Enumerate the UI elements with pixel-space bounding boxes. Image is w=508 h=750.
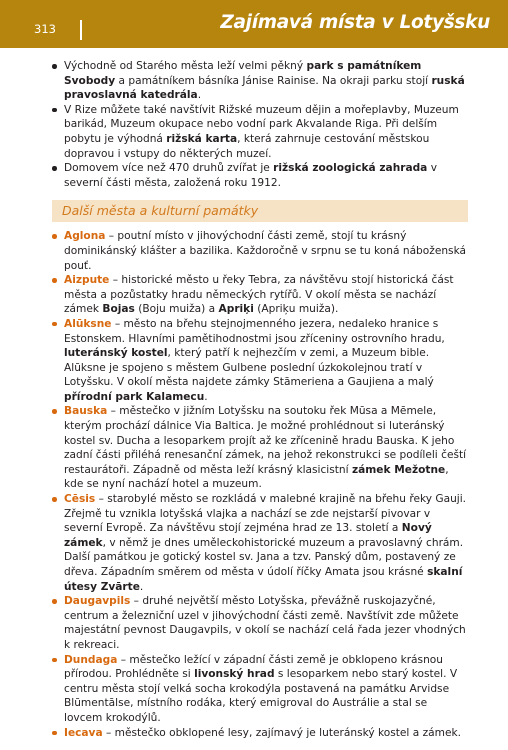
highlighted-text: livonský hrad [194, 668, 275, 681]
text-run: , který patří k nejhezčím v zemi, a Muzeum bible. Alūksne je spojeno s městem Gulbene poslední úzkokolejnou tratí v Lotyšsku. V okolí města najdete zámky Stāmeriena a Gaujiena a malý [64, 347, 434, 389]
text-run: – historické město u řeky Tebra, za návštěvu stojí historická část města a pozůstatky hradu německých rytířů. V okolí města se nachází zámek [64, 274, 454, 316]
text-run: – město na břehu stejnojmenného jezera, nedaleko hranice s Estonskem. Hlavními pamětihodnostmi jsou zříceniny ostrovního hradu, [64, 317, 445, 345]
text-run: v severní části města, založená roku 1912. [64, 162, 437, 189]
place-name: Daugavpils [64, 595, 131, 608]
place-name: Bauska [64, 405, 108, 418]
list-item [52, 317, 468, 405]
text-run: , kde se nyní nachází hotel a muzeum. [64, 463, 449, 491]
highlighted-text: zámek Mežotne [351, 463, 446, 476]
text-run: V Rize můžete také navštívit Rižské muzeum dějin a mořeplavby, Muzeum barikád, Muzeum okupace nebo vodní park Akvalande Riga. Při delším pobytu je výhodná [64, 103, 459, 145]
list-item [52, 103, 468, 161]
page-content [52, 59, 468, 740]
list-item [52, 653, 468, 726]
place-name: Aizpute [64, 274, 110, 287]
list-item [52, 594, 468, 652]
highlighted-text: Nový zámek [64, 522, 432, 549]
place-name: Aglona [64, 230, 106, 243]
list-item [52, 229, 468, 273]
text-run: Východně od Starého města leží velmi pěkný [64, 60, 307, 72]
text-run: (Apriķu muiža). [253, 303, 339, 316]
list-item [52, 273, 468, 317]
chapter-title: Zajímavá místa v Lotyšsku [220, 12, 490, 33]
place-name: Dundaga [64, 653, 118, 666]
text-run: – starobylé město se rozkládá v malebné krajině na břehu řeky Gauji. Zřejmě tu vznikla lotyšská vlajka a nachází se zde nejstarší pivovar v severní Evropě. Za návštěvu stojí zejména hrad ze 13. století a [64, 493, 467, 535]
text-run: – městečko ležící v západní části země je obklopeno krásnou přírodou. Prohlédněte si [64, 653, 443, 681]
highlighted-text: rižská zoologická zahrada [273, 162, 428, 175]
text-run: s lesoparkem nebo starý kostel. V centru města stojí velká socha krokodýla postavená na památku Arvidse Blūmentālse, místního rodáka, který emigroval do Austrálie a stal se lovcem krokodýlů. [64, 668, 458, 724]
intro-bullet-list [52, 59, 468, 190]
highlighted-text: ruská pravoslavná katedrála [64, 74, 465, 102]
highlighted-text: park s památníkem Svobody [64, 60, 422, 87]
text-run: – poutní místo v jihovýchodní části země, stojí tu krásný dominikánský klášter a bazilika. Každoročně v srpnu se tu koná náboženská pouť. [64, 230, 467, 272]
highlighted-text: přírodní park Kalamecu [64, 390, 205, 403]
page-number: 313 [34, 22, 56, 36]
text-run: Domovem více než 470 druhů zvířat je [64, 162, 274, 175]
chapter-header-bar [0, 0, 508, 48]
text-run: . [204, 390, 208, 403]
highlighted-text: luteránský kostel [64, 347, 168, 360]
text-run: . [197, 89, 202, 102]
highlighted-text: skalní útesy Zvārte [64, 566, 463, 593]
text-run: , v němž je dnes uměleckohistorické muzeum a pravoslavný chrám. Další památkou je gotický kostel sv. Jana a tzv. Panský dům, postavený ze dřeva. Západním směrem od města v údolí říčky Amata jsou krásné [64, 536, 464, 578]
place-name: Alūksne [64, 317, 112, 330]
list-item [52, 59, 468, 103]
highlighted-text: rižská karta [166, 132, 238, 145]
list-item [52, 726, 468, 741]
list-item [52, 492, 468, 594]
place-name: Iecava [64, 726, 103, 739]
highlighted-text: Apriķi [218, 303, 254, 316]
highlighted-text: Bojas [102, 303, 135, 316]
text-run: – městečko v jižním Lotyšsku na soutoku řek Mūsa a Mēmele, kterým prochází dálnice Via Baltica. Je možné prohlédnout si luteránský kostel sv. Ducha a lesoparkem projít až ke zřícenině hradu Bauska. K jeho zadní části přiléhá renesanční zámek, na jehož rekonstrukci se podíleli čeští restaurátoři. Západně od města leží krásný klasicistní [64, 405, 467, 476]
section-heading: Další města a kulturní památky [52, 200, 468, 222]
place-name: Cēsis [64, 493, 96, 506]
text-run: (Boju muiža) a [134, 303, 219, 316]
header-divider [80, 20, 82, 40]
text-run: – městečko obklopené lesy, zajímavý je luteránský kostel a zámek. [102, 726, 461, 739]
text-run: a památníkem básníka Jánise Rainise. Na okraji parku stojí [115, 74, 432, 87]
text-run: , která zahrnuje cestování městskou dopravou i vstupy do některých muzeí. [64, 132, 430, 160]
text-run: – druhé největší město Lotyšska, převážně ruskojazyčné, centrum a železniční uzel v jihovýchodní části země. Navštívit zde můžete majestátní pevnost Daugavpils, v okolí se nachází celá řada jezer vhodných k rekreaci. [64, 595, 466, 651]
text-run: . [139, 580, 144, 593]
places-bullet-list [52, 229, 468, 740]
list-item [52, 404, 468, 492]
list-item [52, 161, 468, 190]
